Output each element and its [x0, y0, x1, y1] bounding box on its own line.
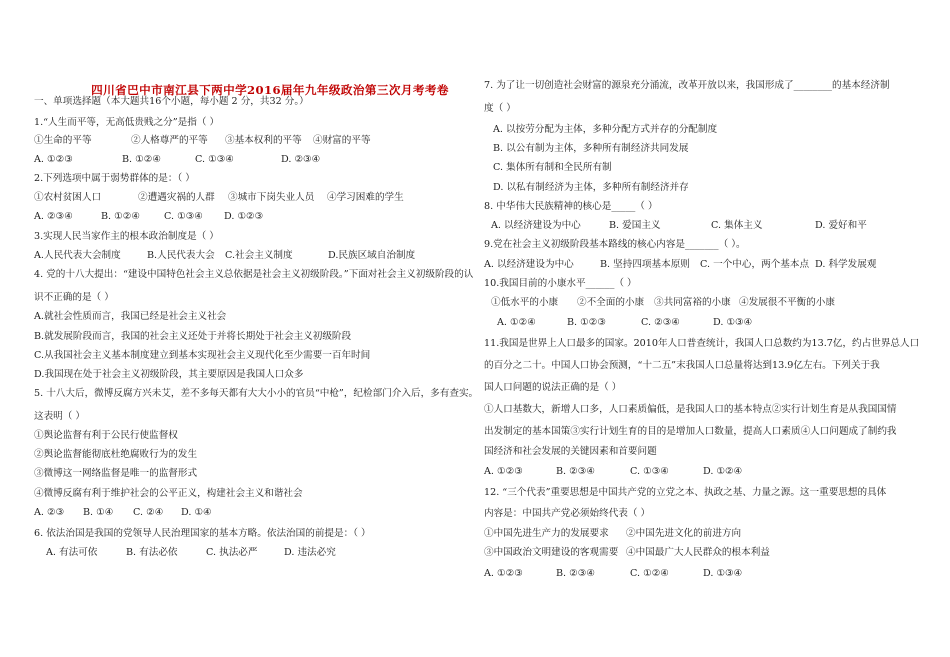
q11-choice-c: C. ①③④ — [630, 466, 669, 477]
q10-option-4: ④发展很不平衡的小康 — [739, 297, 835, 308]
question-11-line-3: 国人口问题的说法正确的是（ ） — [484, 382, 622, 393]
q12-option-3: ③中国政治文明建设的客观需要 — [484, 547, 619, 558]
q3-choice-a: A.人民代表大会制度 — [34, 250, 121, 261]
q12-choice-a: A. ①②③ — [484, 568, 523, 579]
q10-choice-c: C. ②③④ — [641, 317, 680, 328]
q5-choice-a: A. ②③ — [34, 507, 65, 518]
q2-choice-d: D. ①②③ — [224, 211, 264, 222]
question-2: 2.下列选项中属于弱势群体的是：（ ） — [34, 173, 195, 184]
q1-option-4: ④财富的平等 — [313, 135, 371, 146]
q7-choice-a: A. 以按劳分配为主体，多种分配方式并存的分配制度 — [493, 124, 718, 135]
q12-option-4: ④中国最广大人民群众的根本利益 — [626, 547, 770, 558]
question-11-line-4: ①人口基数大，新增人口多，人口素质偏低，是我国人口的基本特点②实行计划生育是从我国国情 — [484, 404, 897, 415]
q4-choice-c: C.从我国社会主义基本制度建立到基本实现社会主义现代化至少需要一百年时间 — [34, 350, 371, 361]
question-7-line-1: 7. 为了让一切创造社会财富的源泉充分涌流，改革开放以来，我国形成了________的基本经济制 — [484, 80, 890, 91]
question-4-line-2: 识不正确的是（ ） — [34, 292, 114, 303]
q3-choice-b: B.人民代表大会 — [147, 250, 215, 261]
q6-choice-d: D. 违法必究 — [284, 547, 336, 558]
q2-option-3: ③城市下岗失业人员 — [228, 192, 315, 203]
q1-option-3: ③基本权利的平等 — [225, 135, 302, 146]
q10-option-2: ②不全面的小康 — [577, 297, 645, 308]
q11-choice-b: B. ②③④ — [556, 466, 595, 477]
q12-choice-b: B. ②③④ — [556, 568, 595, 579]
question-7-line-2: 度（ ） — [484, 103, 516, 114]
q10-choice-a: A. ①②④ — [497, 317, 536, 328]
q8-choice-b: B. 爱国主义 — [609, 220, 661, 231]
q5-option-2: ②舆论监督能彻底杜绝腐败行为的发生 — [34, 449, 198, 460]
q8-choice-d: D. 爱好和平 — [815, 220, 867, 231]
question-9: 9.党在社会主义初级阶段基本路线的核心内容是_______（ ）。 — [484, 239, 746, 250]
q10-option-1: ①低水平的小康 — [491, 297, 559, 308]
q3-choice-c: C.社会主义制度 — [225, 250, 293, 261]
q7-choice-b: B. 以公有制为主体，多种所有制经济共同发展 — [493, 143, 689, 154]
q6-choice-a: A. 有法可依 — [46, 547, 98, 558]
question-5-line-1: 5. 十八大后，微博反腐方兴未艾，差不多每天都有大大小小的官员“中枪”，纪检部门介入后，多有查实。 — [34, 388, 479, 399]
q9-choice-d: D. 科学发展观 — [815, 259, 877, 270]
q1-choice-d: D. ②③④ — [281, 154, 321, 165]
q2-option-4: ④学习困难的学生 — [327, 192, 404, 203]
question-12-line-1: 12. “三个代表”重要思想是中国共产党的立党之本、执政之基、力量之源。这一重要思想的具体 — [484, 487, 887, 498]
q10-choice-d: D. ①③④ — [713, 317, 753, 328]
q2-option-1: ①农村贫困人口 — [34, 192, 102, 203]
q8-choice-a: A. 以经济建设为中心 — [491, 220, 581, 231]
q9-choice-a: A. 以经济建设为中心 — [484, 259, 574, 270]
q11-choice-a: A. ①②③ — [484, 466, 523, 477]
q1-choice-c: C. ①③④ — [195, 154, 234, 165]
q7-choice-d: D. 以私有制经济为主体，多种所有制经济并存 — [493, 182, 689, 193]
q2-choice-b: B. ①②④ — [101, 211, 140, 222]
q2-choice-a: A. ②③④ — [34, 211, 73, 222]
q5-choice-d: D. ①④ — [181, 507, 212, 518]
question-4-line-1: 4. 党的十八大提出：“建设中国特色社会主义总依据是社会主义初级阶段。”下面对社会主义初级阶段的认 — [34, 269, 474, 280]
q1-choice-a: A. ①②③ — [34, 154, 73, 165]
q5-option-4: ④微博反腐有利于维护社会的公平正义，构建社会主义和谐社会 — [34, 488, 303, 499]
q6-choice-b: B. 有法必依 — [126, 547, 178, 558]
q4-choice-d: D.我国现在处于社会主义初级阶段，其主要原因是我国人口众多 — [34, 369, 304, 380]
q5-option-1: ①舆论监督有利于公民行使监督权 — [34, 430, 178, 441]
q10-option-3: ③共同富裕的小康 — [654, 297, 731, 308]
section-heading: 一、单项选择题（本大题共16个小题，每小题 2 分，共32 分。） — [34, 96, 309, 107]
question-10: 10.我国目前的小康水平______（ ） — [484, 278, 637, 289]
question-1: 1.“人生而平等，无高低贵贱之分”是指（ ） — [34, 117, 220, 128]
question-11-line-5: 出发制定的基本国策③实行计划生育的目的是增加人口数量，提高人口素质④人口问题成了制约我 — [484, 426, 897, 437]
q5-choice-c: C. ②④ — [133, 507, 164, 518]
q4-choice-a: A.就社会性质而言，我国已经是社会主义社会 — [34, 311, 227, 322]
question-6: 6. 依法治国是我国的党领导人民治理国家的基本方略。依法治国的前提是：（ ） — [34, 528, 371, 539]
question-12-line-2: 内容是：中国共产党必须始终代表（ ） — [484, 508, 651, 519]
q5-choice-b: B. ①④ — [83, 507, 114, 518]
q3-choice-d: D.民族区域自治制度 — [328, 250, 416, 261]
q2-choice-c: C. ①③④ — [164, 211, 203, 222]
q5-option-3: ③微博这一网络监督是唯一的监督形式 — [34, 468, 198, 479]
q6-choice-c: C. 执法必严 — [206, 547, 258, 558]
question-8: 8. 中华伟大民族精神的核心是_____（ ） — [484, 201, 658, 212]
q10-choice-b: B. ①②③ — [567, 317, 606, 328]
question-3: 3.实现人民当家作主的根本政治制度是（ ） — [34, 231, 219, 242]
q12-option-1: ①中国先进生产力的发展要求 — [484, 528, 609, 539]
q8-choice-c: C. 集体主义 — [711, 220, 763, 231]
q9-choice-b: B. 坚持四项基本原则 — [600, 259, 690, 270]
q1-option-1: ①生命的平等 — [34, 135, 92, 146]
question-5-line-2: 这表明（ ） — [34, 411, 86, 422]
q4-choice-b: B.就发展阶段而言，我国的社会主义还处于并将长期处于社会主义初级阶段 — [34, 331, 352, 342]
question-11-line-6: 国经济和社会发展的关键因素和首要问题 — [484, 446, 657, 457]
q12-choice-d: D. ①③④ — [703, 568, 743, 579]
q11-choice-d: D. ①②④ — [703, 466, 743, 477]
q2-option-2: ②遭遇灾祸的人群 — [138, 192, 215, 203]
question-11-line-1: 11.我国是世界上人口最多的国家。2010年人口普查统计，我国人口总数约为13.7亿，约占世界总人口 — [484, 338, 920, 349]
q7-choice-c: C. 集体所有制和全民所有制 — [493, 162, 612, 173]
q12-choice-c: C. ①②④ — [630, 568, 669, 579]
question-11-line-2: 的百分之二十。中国人口协会预测，“十二五”末我国人口总量将达到13.9亿左右。下列关于我 — [484, 360, 880, 371]
q1-option-2: ②人格尊严的平等 — [131, 135, 208, 146]
exam-title: 四川省巴中市南江县下两中学2016届年九年级政治第三次月考考卷 — [91, 83, 449, 97]
q1-choice-b: B. ①②④ — [122, 154, 161, 165]
q9-choice-c: C. 一个中心，两个基本点 — [700, 259, 810, 270]
q12-option-2: ②中国先进文化的前进方向 — [626, 528, 742, 539]
